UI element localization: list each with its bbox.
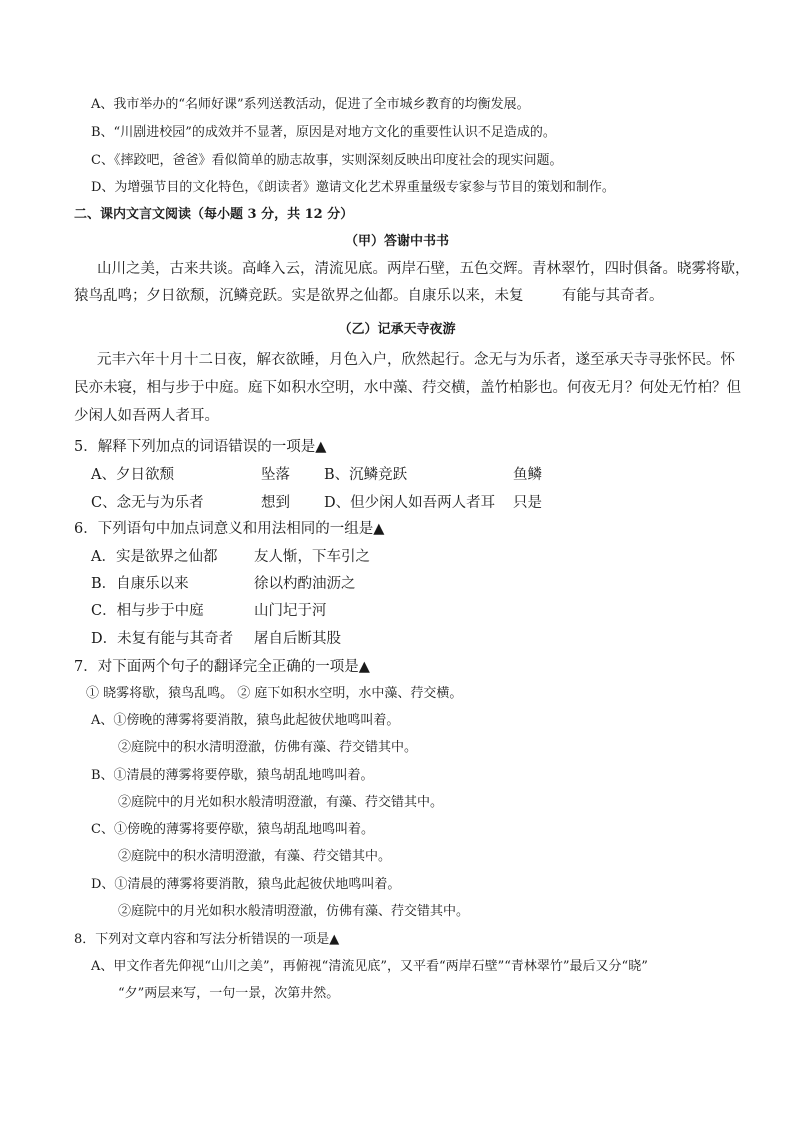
text-a-line-2: 猿鸟乱鸣；夕日欲颓，沉鳞竞跃。实是欲界之仙都。自康乐以来，未复 bbox=[74, 288, 524, 304]
q6-option-d-left: D．未复有能与其奇者 bbox=[91, 631, 234, 647]
q7-option-a-line-1: A、①傍晚的薄雾将要消散，猿鸟此起彼伏地鸣叫着。 bbox=[91, 713, 400, 728]
q5-option-a-gloss: 坠落 bbox=[261, 467, 290, 483]
q7-option-d-line-2: ②庭院中的月光如积水般清明澄澈，仿佛有藻、荇交错其中。 bbox=[118, 904, 470, 919]
text-b-line-2: 民亦未寝，相与步于中庭。庭下如积水空明，水中藻、荇交横，盖竹柏影也。何夜无月？何处无竹柏？但 bbox=[74, 380, 741, 396]
q6-stem: 6．下列语句中加点词意义和用法相同的一组是▲ bbox=[74, 521, 385, 537]
q5-option-d-gloss: 只是 bbox=[513, 495, 542, 511]
q5-option-a: A、夕日欲颓 bbox=[91, 467, 174, 483]
q7-option-d-line-1: D、①清晨的薄雾将要消散，猿鸟此起彼伏地鸣叫着。 bbox=[91, 877, 401, 892]
q7-option-c-line-1: C、①傍晚的薄雾将要停歇，猿鸟胡乱地鸣叫着。 bbox=[91, 822, 374, 837]
q5-option-d: D、但少闲人如吾两人者耳 bbox=[324, 495, 496, 511]
q5-option-c-gloss: 想到 bbox=[261, 495, 290, 511]
q7-option-b-line-1: B、①清晨的薄雾将要停歇，猿鸟胡乱地鸣叫着。 bbox=[91, 768, 374, 783]
q7-option-b-line-2: ②庭院中的月光如积水般清明澄澈，有藻、荇交错其中。 bbox=[118, 795, 444, 810]
q7-option-a-line-2: ②庭院中的积水清明澄澈，仿佛有藻、荇交错其中。 bbox=[118, 740, 418, 755]
q7-stem: 7．对下面两个句子的翻译完全正确的一项是▲ bbox=[74, 659, 370, 675]
q6-option-a-right: 友人惭，下车引之 bbox=[254, 549, 370, 565]
q6-option-d-right: 屠自后断其股 bbox=[254, 631, 341, 647]
q5-options-row-1 bbox=[91, 465, 711, 485]
q5-option-b: B、沉鳞竞跃 bbox=[324, 467, 408, 483]
q6-option-b bbox=[91, 574, 591, 594]
text-a-line-1: 山川之美，古来共谈。高峰入云，清流见底。两岸石壁，五色交辉。青林翠竹，四时俱备。晓雾将歇， bbox=[97, 261, 750, 277]
q7-option-c-line-2: ②庭院中的积水清明澄澈，有藻、荇交错其中。 bbox=[118, 849, 392, 864]
text-b-line-1: 元丰六年十月十二日夜，解衣欲睡，月色入户，欣然起行。念无与为乐者，遂至承天寺寻张怀民。怀 bbox=[97, 352, 735, 368]
text-b-line-3: 少闲人如吾两人者耳。 bbox=[74, 408, 219, 424]
q6-option-d bbox=[91, 629, 591, 649]
q6-option-b-left: B．自康乐以来 bbox=[91, 576, 189, 592]
q5-stem: 5．解释下列加点的词语错误的一项是▲ bbox=[74, 439, 327, 455]
q6-option-c bbox=[91, 601, 591, 621]
q6-option-b-right: 徐以杓酌油沥之 bbox=[254, 576, 356, 592]
q8-option-a-line-2: “夕”两层来写，一句一景，次第井然。 bbox=[118, 986, 340, 1001]
q5-option-c: C、念无与为乐者 bbox=[91, 495, 204, 511]
q5-options-row-2 bbox=[91, 493, 711, 513]
q5-option-b-gloss: 鱼鳞 bbox=[513, 467, 542, 483]
q8-stem: 8．下列对文章内容和写法分析错误的一项是▲ bbox=[74, 932, 340, 947]
q7-sentences: ① 晓雾将歇，猿鸟乱鸣。 ② 庭下如积水空明，水中藻、荇交横。 bbox=[86, 686, 463, 701]
text-a-line-2-tail: 有能与其奇者。 bbox=[562, 288, 664, 304]
q6-option-a-left: A．实是欲界之仙都 bbox=[91, 549, 218, 565]
q4-option-c: C、《摔跤吧，爸爸》看似简单的励志故事，实则深刻反映出印度社会的现实问题。 bbox=[91, 153, 563, 168]
q4-option-d: D、为增强节目的文化特色，《朗读者》邀请文化艺术界重量级专家参与节目的策划和制作。 bbox=[91, 180, 615, 195]
q6-option-c-left: C．相与步于中庭 bbox=[91, 603, 204, 619]
q8-option-a-line-1: A、甲文作者先仰视“山川之美”，再俯视“清流见底”，又平看“两岸石壁”“青林翠竹”最后又分“晓” bbox=[91, 959, 648, 974]
q4-option-b: B、“川剧进校园”的成效并不显著，原因是对地方文化的重要性认识不足造成的。 bbox=[91, 125, 556, 140]
text-b-title: （乙）记承天寺夜游 bbox=[338, 322, 456, 337]
section-heading: 二、课内文言文阅读（每小题 3 分，共 12 分） bbox=[74, 207, 354, 222]
q4-option-a: A、我市举办的“名师好课”系列送教活动，促进了全市城乡教育的均衡发展。 bbox=[91, 97, 530, 112]
q6-option-a bbox=[91, 547, 591, 567]
q6-option-c-right: 山门圮于河 bbox=[254, 603, 327, 619]
text-a-title: （甲）答谢中书书 bbox=[344, 234, 449, 249]
